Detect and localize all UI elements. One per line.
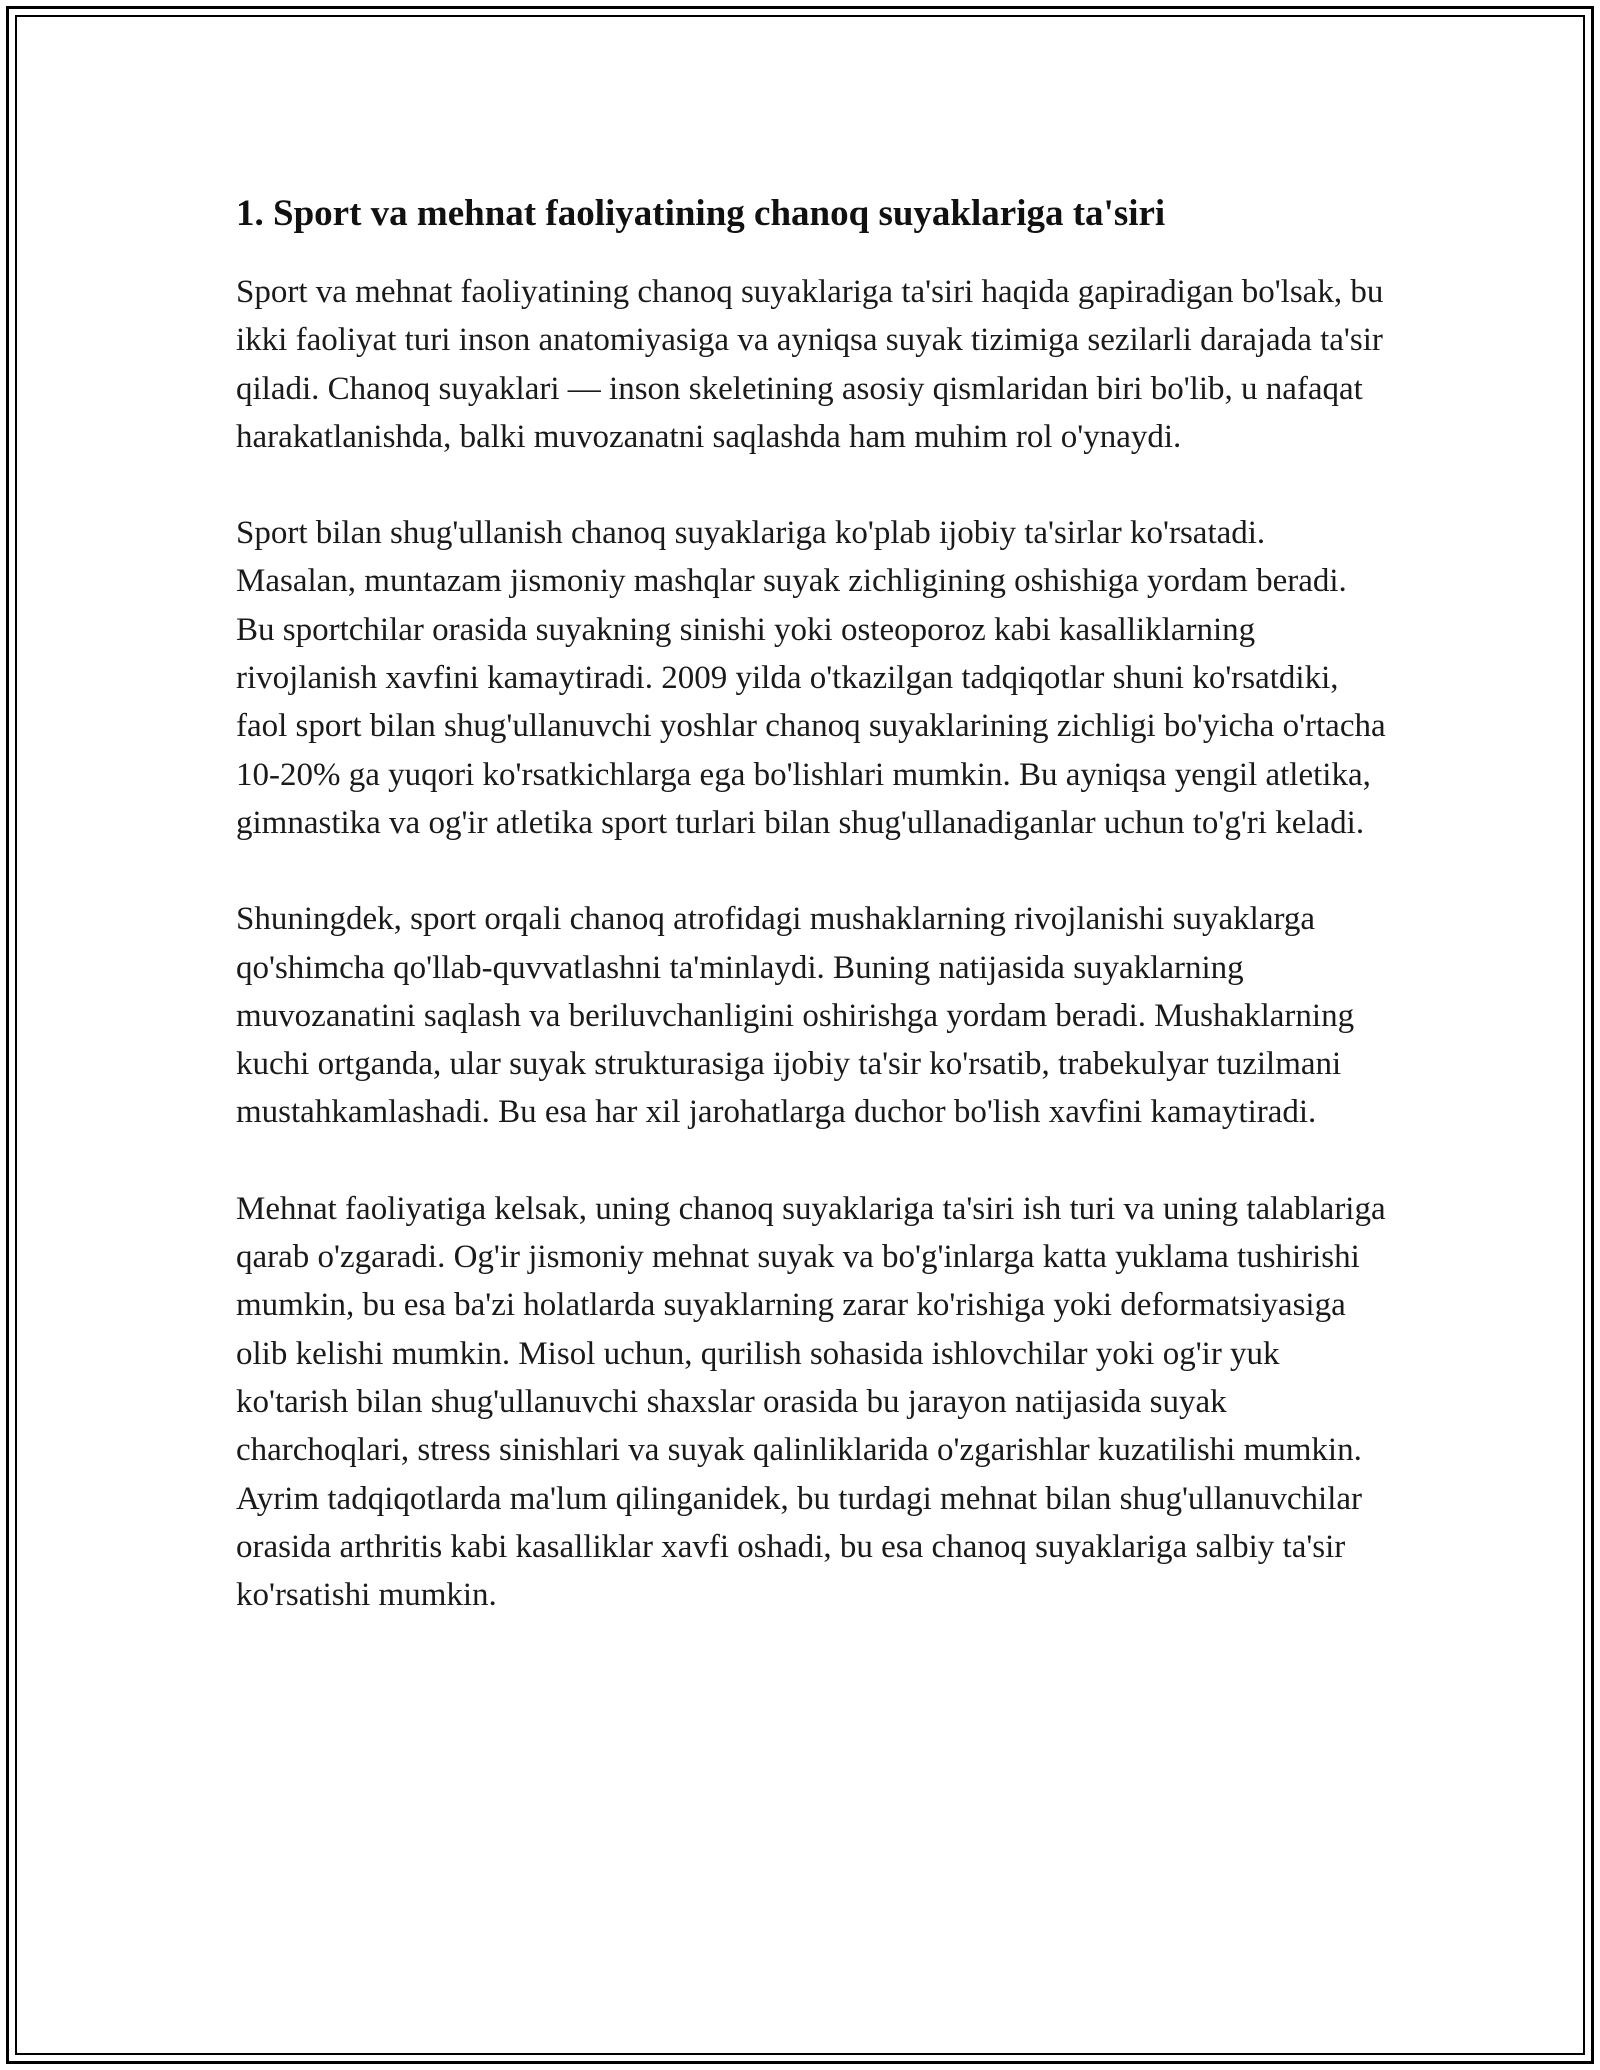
paragraph-3: Shuningdek, sport orqali chanoq atrofidagi mushaklarning rivojlanishi suyaklarga qo'shimcha qo'llab-quvvatlashni ta'minlaydi. Buning natijasida suyaklarning muvozanatini saqlash va beriluvchanligini oshirishga yordam beradi. Mushaklarning kuchi ortganda, ular suyak strukturasiga ijobiy ta'sir ko'rsatib, trabekulyar tuzilmani mustahkamlashadi. Bu esa har xil jarohatlarga duchor bo'lish xavfini kamaytiradi. xyxy=(236,901,1355,1131)
paragraph-1: Sport va mehnat faoliyatining chanoq suyaklariga ta'siri haqida gapiradigan bo'lsak, bu ikki faoliyat turi inson anatomiyasiga va ayniqsa suyak tizimiga sezilarli darajada ta'sir qiladi. Chanoq suyaklari — inson skeletining asosiy qismlaridan biri bo'lib, u nafaqat harakatlanishda, balki muvozanatni saqlashda ham muhim rol o'ynaydi. xyxy=(236,274,1384,455)
paragraph-4: Mehnat faoliyatiga kelsak, uning chanoq suyaklariga ta'siri ish turi va uning talablariga qarab o'zgaradi. Og'ir jismoniy mehnat suyak va bo'g'inlarga katta yuklama tushirishi mumkin, bu esa ba'zi holatlarda suyaklarning zarar ko'rishiga yoki deformatsiyasiga olib kelishi mumkin. Misol uchun, qurilish sohasida ishlovchilar yoki og'ir yuk ko'tarish bilan shug'ullanuvchi shaxslar orasida bu jarayon natijasida suyak charchoqlari, stress sinishlari va suyak qalinliklarida o'zgarishlar kuzatilishi mumkin. Ayrim tadqiqotlarda ma'lum qilinganidek, bu turdagi mehnat bilan shug'ullanuvchilar orasida arthritis kabi kasalliklar xavfi oshadi, bu esa chanoq suyaklariga salbiy ta'sir ko'rsatishi mumkin. xyxy=(236,1190,1386,1614)
section-heading: 1. Sport va mehnat faoliyatining chanoq suyaklariga ta'siri xyxy=(236,193,1166,234)
document-body xyxy=(236,186,1386,1667)
paragraph-2: Sport bilan shug'ullanish chanoq suyaklariga ko'plab ijobiy ta'sirlar ko'rsatadi. Masalan, muntazam jismoniy mashqlar suyak zichligining oshishiga yordam beradi. Bu sportchilar orasida suyakning sinishi yoki osteoporoz kabi kasalliklarning rivojlanish xavfini kamaytiradi. 2009 yilda o'tkazilgan tadqiqotlar shuni ko'rsatdiki, faol sport bilan shug'ullanuvchi yoshlar chanoq suyaklarining zichligi bo'yicha o'rtacha 10-20% ga yuqori ko'rsatkichlarga ega bo'lishlari mumkin. Bu ayniqsa yengil atletika, gimnastika va og'ir atletika sport turlari bilan shug'ullanadiganlar uchun to'g'ri keladi. xyxy=(236,515,1386,841)
